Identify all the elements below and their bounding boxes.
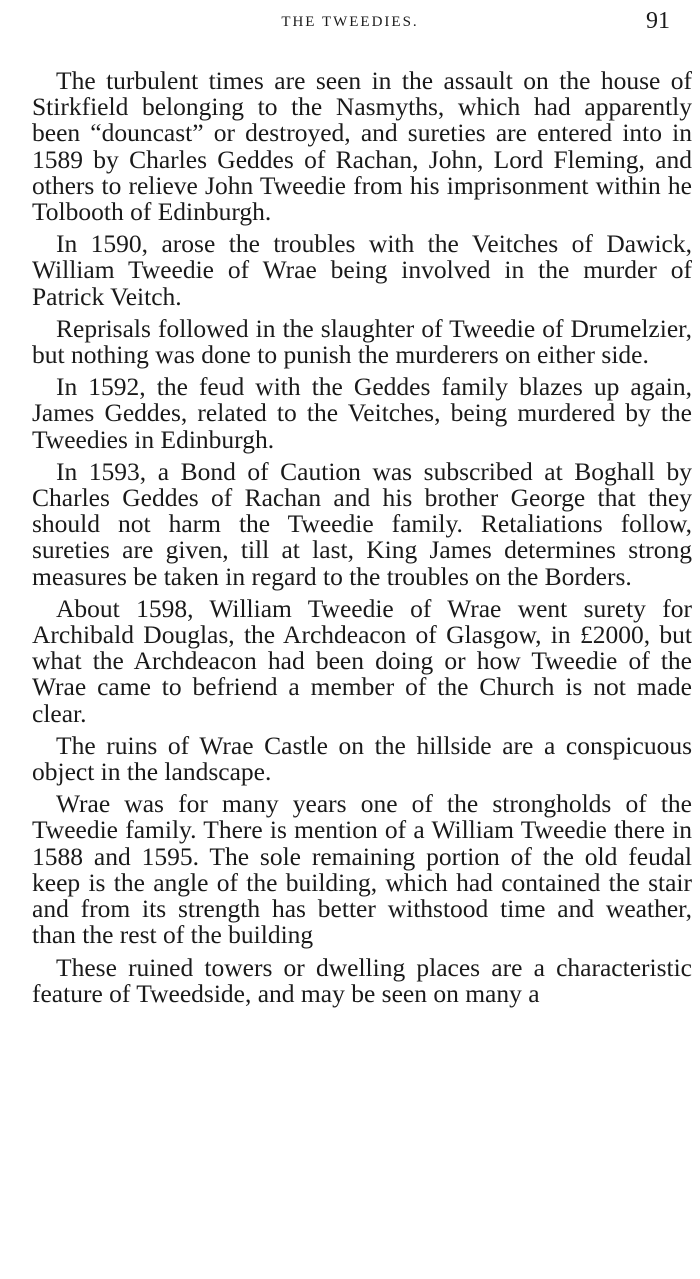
page-number: 91	[646, 8, 670, 34]
paragraph: In 1593, a Bond of Caution was subscribed at Boghall by Charles Geddes of Rachan and his brother George that they should not harm the Tweedie family. Retaliations follow, sureties are given, till at last, King James determines strong measures be taken in regard to the troubles on the Borders.	[32, 456, 692, 591]
paragraph: Reprisals followed in the slaughter of Tweedie of Drumelzier, but nothing was done to punish the murderers on either side.	[32, 313, 692, 370]
paragraph: In 1590, arose the troubles with the Veitches of Dawick, William Tweedie of Wrae being involved in the murder of Patrick Veitch.	[32, 229, 692, 311]
paragraph: About 1598, William Tweedie of Wrae went surety for Archibald Douglas, the Archdeacon of Glasgow, in £2000, but what the Archdeacon had been doing or how Tweedie of the Wrae came to befriend a member of the Church is not made clear.	[32, 593, 692, 728]
paragraph: Wrae was for many years one of the strongholds of the Tweedie family. There is mention of a William Tweedie there in 1588 and 1595. The sole remaining portion of the old feudal keep is the angle of the building, which had contained the stair and from its strength has better withstood time and weather, than the rest of the building	[32, 789, 692, 950]
paragraph: The turbulent times are seen in the assault on the house of Stirkfield belonging to the Nasmyths, which had apparently been “douncast” or destroyed, and sureties are entered into in 1589 by Charles Geddes of Rachan, John, Lord Fleming, and others to relieve John Tweedie from his imprisonment within he Tolbooth of Edinburgh.	[32, 66, 692, 227]
body-text	[32, 68, 692, 1013]
running-header	[0, 8, 700, 38]
paragraph: In 1592, the feud with the Geddes family blazes up again, James Geddes, related to the Veitches, being murdered by the Tweedies in Edinburgh.	[32, 372, 692, 454]
paragraph: These ruined towers or dwelling places are a characteristic feature of Tweedside, and may be seen on many a	[32, 952, 692, 1008]
running-title: THE TWEEDIES.	[281, 14, 419, 30]
paragraph: The ruins of Wrae Castle on the hillside are a conspicuous object in the landscape.	[32, 730, 692, 787]
